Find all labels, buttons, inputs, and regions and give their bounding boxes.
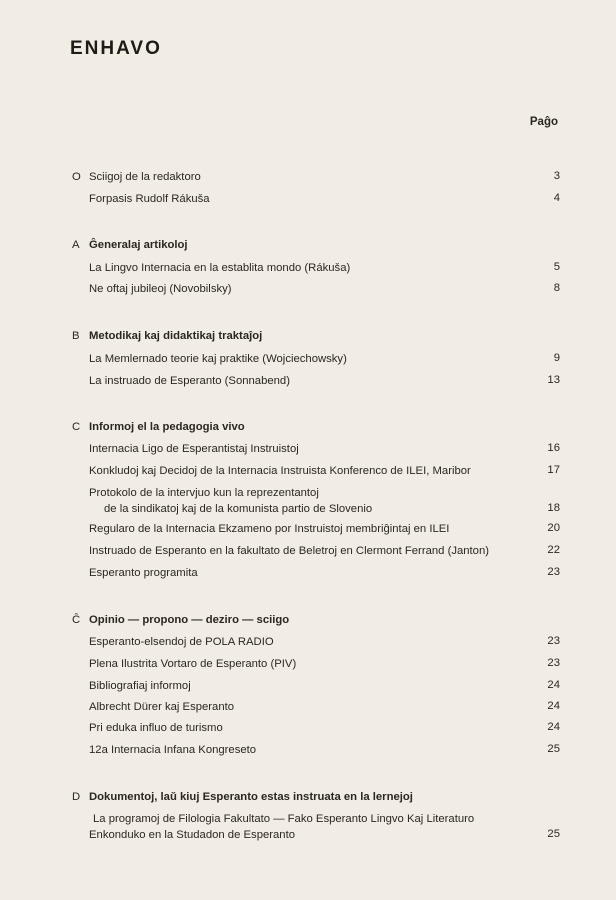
section-heading: Informoj el la pedagogia vivo xyxy=(89,421,245,433)
section-letter: Ĉ xyxy=(72,614,81,626)
page-column-label: Paĝo xyxy=(529,116,558,128)
section-heading: Dokumentoj, laŭ kiuj Esperanto estas instruata en la lernejoj xyxy=(89,791,413,803)
page-number: 16 xyxy=(547,442,560,454)
page-number: 3 xyxy=(553,170,560,182)
toc-entry: Albrecht Dürer kaj Esperanto xyxy=(89,701,235,713)
page-number: 9 xyxy=(553,352,560,364)
page-number: 23 xyxy=(547,566,560,578)
section-heading: Metodikaj kaj didaktikaj traktaĵoj xyxy=(89,330,263,342)
page-number: 25 xyxy=(547,743,560,755)
page-number: 24 xyxy=(547,679,560,691)
page-number: 24 xyxy=(547,700,560,712)
page-number: 23 xyxy=(547,657,560,669)
section-letter: A xyxy=(72,239,80,251)
page-title: ENHAVO xyxy=(70,38,162,59)
toc-entry: Plena Ilustrita Vortaro de Esperanto (PIV) xyxy=(89,658,297,670)
page-number: 22 xyxy=(547,544,560,556)
toc-entry: Enkonduko en la Studadon de Esperanto xyxy=(89,829,296,841)
toc-entry: La programoj de Filologia Fakultato — Fako Esperanto Lingvo Kaj Literaturo xyxy=(93,813,475,825)
toc-entry: de la sindikatoj kaj de la komunista partio de Slovenio xyxy=(104,503,373,515)
toc-entry: La Lingvo Internacia en la establita mondo (Rákuša) xyxy=(89,262,351,274)
toc-entry: Esperanto programita xyxy=(89,567,198,579)
page-number: 4 xyxy=(553,192,560,204)
toc-entry: Internacia Ligo de Esperantistaj Instruistoj xyxy=(89,443,299,455)
page-number: 17 xyxy=(547,464,560,476)
toc-entry: Bibliografiaj informoj xyxy=(89,680,191,692)
page-number: 25 xyxy=(547,828,560,840)
toc-entry: Regularo de la Internacia Ekzameno por Instruistoj membriĝintaj en ILEI xyxy=(89,523,450,535)
page-number: 18 xyxy=(547,502,560,514)
page-number: 5 xyxy=(553,261,560,273)
toc-entry: Pri eduka influo de turismo xyxy=(89,722,223,734)
toc-entry: Instruado de Esperanto en la fakultato de Beletroj en Clermont Ferrand (Janton) xyxy=(89,545,490,557)
section-letter: C xyxy=(72,421,81,433)
page-number: 13 xyxy=(547,374,560,386)
toc-entry: Konkludoj kaj Decidoj de la Internacia Instruista Konferenco de ILEI, Maribor xyxy=(89,465,471,477)
page-number: 24 xyxy=(547,721,560,733)
section-letter: O xyxy=(72,171,81,183)
page-number: 23 xyxy=(547,635,560,647)
toc-entry: Forpasis Rudolf Rákuša xyxy=(89,193,210,205)
section-letter: D xyxy=(72,791,81,803)
section-letter: B xyxy=(72,330,80,342)
toc-entry: La instruado de Esperanto (Sonnabend) xyxy=(89,375,290,387)
toc-entry: Protokolo de la intervjuo kun la reprezentantoj xyxy=(89,487,319,499)
toc-entry: 12a Internacia Infana Kongreseto xyxy=(89,744,257,756)
toc-entry: La Memlernado teorie kaj praktike (Wojciechowsky) xyxy=(89,353,347,365)
page-number: 20 xyxy=(547,522,560,534)
section-heading: Ĝeneralaj artikoloj xyxy=(89,239,188,251)
toc-entry: Sciigoj de la redaktoro xyxy=(89,171,201,183)
toc-entry: Ne oftaj jubileoj (Novobilsky) xyxy=(89,283,232,295)
section-heading: Opinio — propono — deziro — sciigo xyxy=(89,614,290,626)
page-number: 8 xyxy=(553,282,560,294)
toc-entry: Esperanto-elsendoj de POLA RADIO xyxy=(89,636,274,648)
